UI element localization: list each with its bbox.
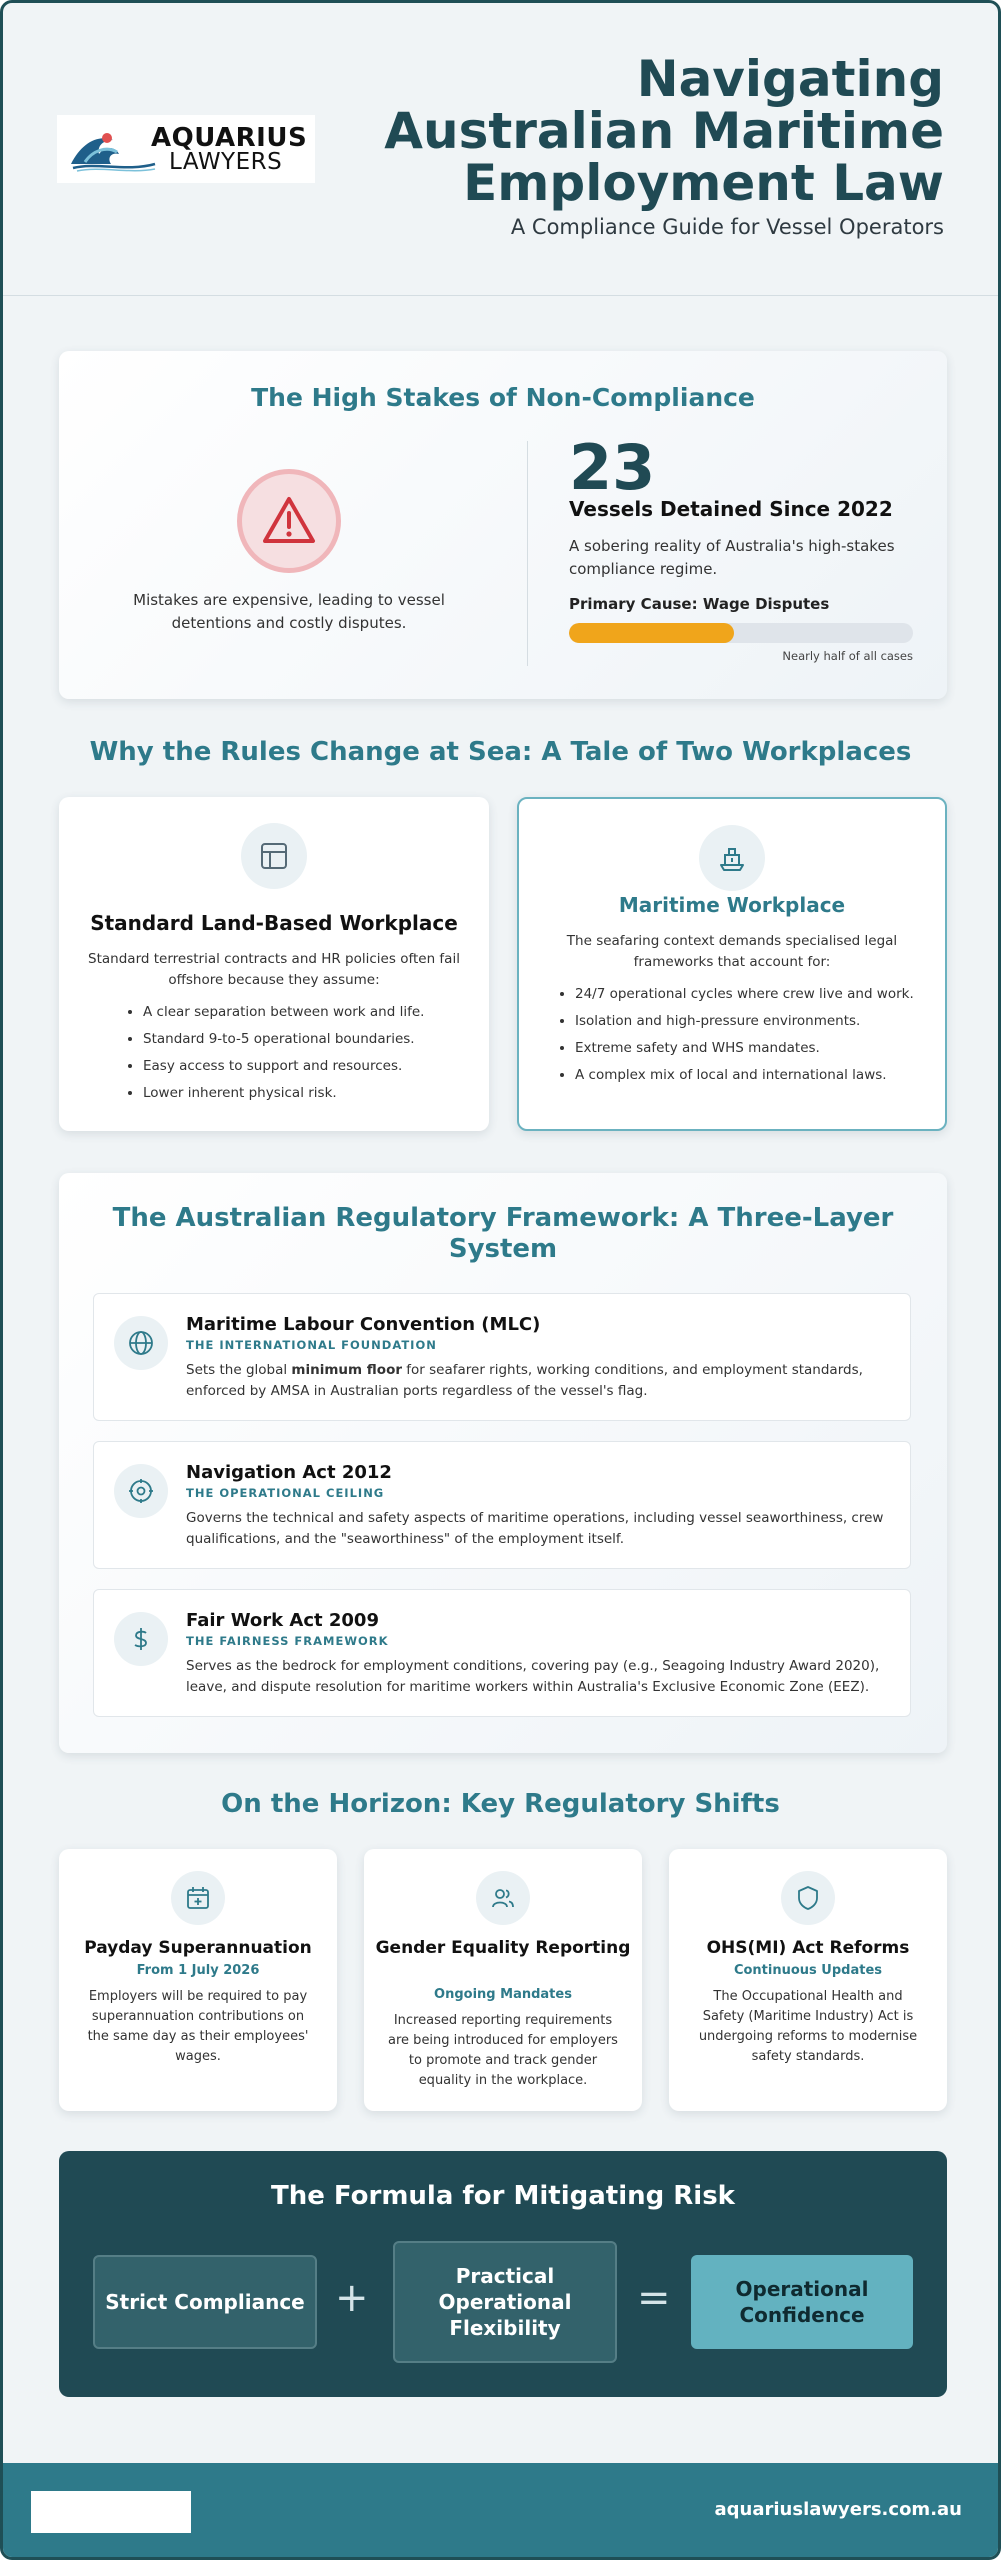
framework-item-name: Fair Work Act 2009 xyxy=(186,1610,379,1631)
layout-icon xyxy=(259,841,289,871)
list-item: • A complex mix of local and international laws. xyxy=(575,1066,935,1085)
cause-note: Nearly half of all cases xyxy=(782,649,913,663)
sea-icon-badge xyxy=(699,825,765,891)
sea-title: Maritime Workplace xyxy=(618,893,846,917)
list-item: • A clear separation between work and life. xyxy=(143,1003,463,1022)
horizon-card-title: Gender Equality Reporting xyxy=(375,1938,631,1958)
wave-logo-icon xyxy=(67,124,157,174)
desc-emphasis: minimum floor xyxy=(291,1362,402,1378)
globe-icon xyxy=(128,1330,154,1356)
framework-item-tag: THE FAIRNESS FRAMEWORK xyxy=(186,1634,389,1648)
framework-item-tag: THE INTERNATIONAL FOUNDATION xyxy=(186,1338,437,1352)
mlc-icon-badge xyxy=(114,1316,168,1370)
detained-label: Vessels Detained Since 2022 xyxy=(569,497,893,521)
stakes-description: A sobering reality of Australia's high-stakes compliance regime. xyxy=(569,537,895,578)
horizon-title: On the Horizon: Key Regulatory Shifts xyxy=(221,1789,780,1819)
page-subtitle: A Compliance Guide for Vessel Operators xyxy=(510,215,944,239)
cause-progress-fill xyxy=(569,623,734,643)
workplaces-title: Why the Rules Change at Sea: A Tale of Two Workplaces xyxy=(89,737,912,767)
horizon-card-gender xyxy=(364,1849,642,2111)
horizon-card-ohs xyxy=(669,1849,947,2111)
framework-item-desc: Governs the technical and safety aspects of maritime operations, including vessel seaworthiness, crew qualifications, and the "seaworthiness" of the employment itself. xyxy=(186,1510,884,1547)
horizon-card-title: Payday Superannuation xyxy=(84,1938,312,1958)
sea-list xyxy=(575,985,935,1093)
framework-item-fair-work xyxy=(93,1589,911,1717)
horizon-card-date: Ongoing Mandates xyxy=(434,1987,572,2002)
footer-logo-placeholder xyxy=(31,2491,191,2533)
framework-title: The Australian Regulatory Framework: A Three-Layer System xyxy=(112,1203,894,1264)
list-item: • Lower inherent physical risk. xyxy=(143,1084,463,1103)
ohs-icon-badge xyxy=(781,1871,835,1925)
detained-count: 23 xyxy=(569,431,656,504)
stakes-note: Mistakes are expensive, leading to vessel detentions and costly disputes. xyxy=(133,591,445,632)
framework-item-name: Maritime Labour Convention (MLC) xyxy=(186,1314,541,1335)
logo-suffix: LAWYERS xyxy=(169,148,283,175)
cause-label: Primary Cause: Wage Disputes xyxy=(569,595,830,613)
list-item: • 24/7 operational cycles where crew live and work. xyxy=(575,985,935,1004)
plus-sign: + xyxy=(335,2275,369,2321)
gender-icon-badge xyxy=(476,1871,530,1925)
formula-result: Operational Confidence xyxy=(691,2255,913,2349)
land-title: Standard Land-Based Workplace xyxy=(90,911,458,935)
users-icon xyxy=(490,1885,516,1911)
header xyxy=(3,3,998,296)
super-icon-badge xyxy=(171,1871,225,1925)
title-line-3: Employment Law xyxy=(463,154,944,212)
warning-badge xyxy=(237,469,341,573)
horizon-card-super xyxy=(59,1849,337,2111)
horizon-card-desc: Employers will be required to pay superannuation contributions on the same day as their employees' wages. xyxy=(87,1989,309,2064)
framework-item-desc xyxy=(186,1360,886,1402)
page-title xyxy=(304,50,944,212)
nav-icon-badge xyxy=(114,1464,168,1518)
logo-name: AQUARIUS xyxy=(151,122,308,153)
divider xyxy=(527,441,528,666)
desc-part: for seafarer rights, working conditions, and employment standards, enforced by AMSA in Australian ports regardless of the vessel's flag. xyxy=(186,1362,863,1399)
sea-desc: The seafaring context demands specialised legal frameworks that account for: xyxy=(566,933,898,970)
framework-item-desc: Serves as the bedrock for employment conditions, covering pay (e.g., Seagoing Industry Award 2020), leave, and dispute resolution for maritime workers within Australia's Exclusive Economic Zone (EEZ). xyxy=(186,1658,880,1695)
formula-term-compliance: Strict Compliance xyxy=(93,2255,317,2349)
horizon-card-date: Continuous Updates xyxy=(733,1963,883,1978)
dollar-icon xyxy=(128,1626,154,1652)
ship-icon xyxy=(717,843,747,873)
formula-panel xyxy=(59,2151,947,2397)
compass-icon xyxy=(128,1478,154,1504)
title-line-2: Australian Maritime xyxy=(384,102,944,160)
horizon-card-desc: Increased reporting requirements are being introduced for employers to promote and track gender equality in the workplace. xyxy=(388,2013,618,2088)
logo xyxy=(57,115,315,183)
equals-sign: = xyxy=(637,2275,671,2321)
maritime-workplace-card xyxy=(517,797,947,1131)
framework-card xyxy=(59,1173,947,1753)
list-item: • Isolation and high-pressure environments. xyxy=(575,1012,935,1031)
framework-item-mlc xyxy=(93,1293,911,1421)
warning-triangle-icon xyxy=(261,493,317,549)
land-desc: Standard terrestrial contracts and HR policies often fail offshore because they assume: xyxy=(88,951,460,988)
land-workplace-card xyxy=(59,797,489,1131)
formula-title: The Formula for Mitigating Risk xyxy=(271,2181,735,2211)
cause-progress-bar xyxy=(569,623,913,643)
list-item: • Standard 9-to-5 operational boundaries. xyxy=(143,1030,463,1049)
desc-part: Sets the global xyxy=(186,1362,292,1378)
land-icon-badge xyxy=(241,823,307,889)
framework-item-tag: THE OPERATIONAL CEILING xyxy=(186,1486,385,1500)
horizon-card-date: From 1 July 2026 xyxy=(136,1963,260,1978)
stakes-card xyxy=(59,351,947,699)
footer xyxy=(3,2463,998,2557)
framework-item-navigation-act xyxy=(93,1441,911,1569)
shield-icon xyxy=(795,1885,821,1911)
list-item: • Easy access to support and resources. xyxy=(143,1057,463,1076)
title-line-1: Navigating xyxy=(636,50,944,108)
framework-item-name: Navigation Act 2012 xyxy=(186,1462,392,1483)
fwa-icon-badge xyxy=(114,1612,168,1666)
horizon-card-desc: The Occupational Health and Safety (Maritime Industry) Act is undergoing reforms to modernise safety standards. xyxy=(698,1989,918,2064)
footer-website-link[interactable]: aquariuslawyers.com.au xyxy=(714,2499,962,2520)
calendar-plus-icon xyxy=(185,1885,211,1911)
stakes-title: The High Stakes of Non-Compliance xyxy=(251,383,755,412)
land-list xyxy=(143,1003,463,1111)
formula-term-flexibility: Practical Operational Flexibility xyxy=(393,2241,617,2363)
list-item: • Extreme safety and WHS mandates. xyxy=(575,1039,935,1058)
horizon-card-title: OHS(MI) Act Reforms xyxy=(706,1938,910,1958)
